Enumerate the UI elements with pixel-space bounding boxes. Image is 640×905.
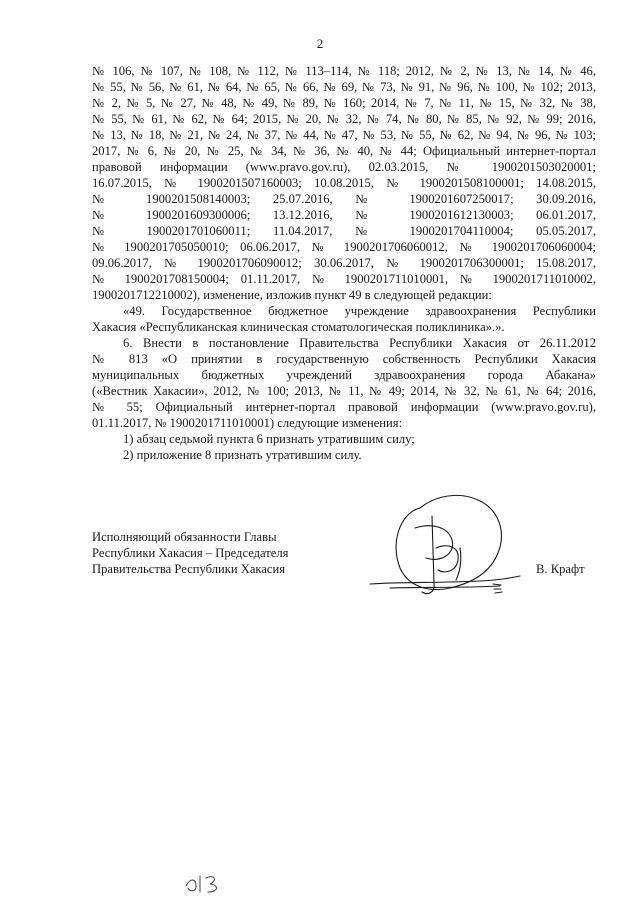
signatory-position — [92, 529, 288, 577]
text-line: № 55, № 61, № 62, № 64; 2015, № 20, № 32, № 74, № 80, № 85, № 92, № 99; 2016, — [92, 112, 596, 126]
text-line: 2017, № 6, № 20, № 25, № 34, № 36, № 40, № 44; Официальный интернет-портал — [92, 144, 596, 158]
handwritten-scribble — [182, 870, 232, 896]
signatory-position-line: Правительства Республики Хакасия — [92, 562, 286, 576]
signatory-position-line: Республики Хакасия – Председателя — [92, 546, 289, 560]
text-line: № 1900201508140003; 25.07.2016, № 1900201607250017; 30.09.2016, — [92, 192, 596, 206]
document-body — [92, 63, 596, 463]
text-line: № 1900201705050010; 06.06.2017, № 1900201706060012, № 1900201706060004; — [92, 240, 596, 254]
item-6-line: 6. Внести в постановление Правительства Республики Хакасия от 26.11.2012 — [123, 336, 596, 350]
text-line: 09.06.2017, № 1900201706090012; 30.06.2017, № 1900201706300001; 15.08.2017, — [92, 256, 596, 270]
item-6-line: («Вестник Хакасии», 2012, № 100; 2013, № 11, № 49; 2014, № 32, № 61, № 64; 2016, — [92, 384, 596, 398]
text-line: № 13, № 18, № 21, № 24, № 37, № 44, № 47, № 53, № 55, № 62, № 94, № 96, № 103; — [92, 128, 596, 142]
item-6-line: № 55; Официальный интернет-портал правовой информации (www.pravo.gov.ru), — [92, 400, 596, 414]
text-line: 1900201712210002), изменение, изложив пункт 49 в следующей редакции: — [92, 288, 492, 302]
quoted-amendment-line: Хакасия «Республиканская клиническая стоматологическая поликлиника».». — [92, 320, 505, 334]
text-line: № 55, № 56, № 61, № 64, № 65, № 66, № 69, № 73, № 91, № 96, № 100, № 102; 2013, — [92, 80, 596, 94]
text-line: 16.07.2015, № 1900201507160003; 10.08.2015, № 1900201508100001; 14.08.2015, — [92, 176, 596, 190]
item-6-line: 01.11.2017, № 1900201711010001) следующие изменения: — [92, 416, 403, 430]
item-6-line: № 813 «О принятии в государственную собственность Республики Хакасия — [92, 352, 596, 366]
signatory-position-line: Исполняющий обязанности Главы — [92, 530, 277, 544]
text-line: № 1900201701060011; 11.04.2017, № 1900201704110004; 05.05.2017, — [92, 224, 596, 238]
sub-item-1: 1) абзац седьмой пункта 6 признать утратившим силу; — [123, 432, 415, 446]
handwritten-signature — [360, 488, 530, 608]
text-line: № 1900201609300006; 13.12.2016, № 1900201612130003; 06.01.2017, — [92, 208, 596, 222]
quoted-amendment-line: «49. Государственное бюджетное учреждение здравоохранения Республики — [123, 304, 596, 318]
text-line: № 106, № 107, № 108, № 112, № 113–114, № 118; 2012, № 2, № 13, № 14, № 46, — [92, 64, 596, 78]
sub-item-2: 2) приложение 8 признать утратившим силу. — [123, 448, 362, 462]
item-6-line: муниципальных бюджетных учреждений здравоохранения города Абакана» — [92, 368, 596, 382]
signer-name: В. Крафт — [536, 562, 585, 576]
text-line: № 2, № 5, № 27, № 48, № 49, № 89, № 160; 2014, № 7, № 11, № 15, № 32, № 38, — [92, 96, 596, 110]
page-number: 2 — [316, 36, 324, 51]
text-line: правовой информации (www.pravo.gov.ru), 02.03.2015, № 1900201503020001; — [92, 160, 596, 174]
text-line: № 1900201708150004; 01.11.2017, № 1900201711010001, № 1900201711010002, — [92, 272, 596, 286]
